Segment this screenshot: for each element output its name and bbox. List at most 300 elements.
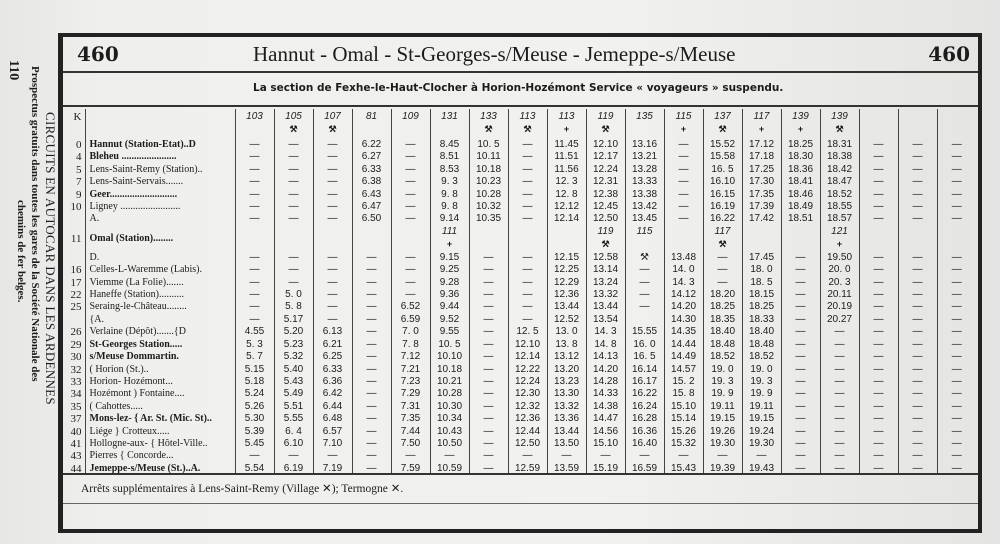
time-cell: 5.24 xyxy=(235,388,274,400)
time-cell: 17.18 xyxy=(742,151,781,163)
time-cell: — xyxy=(274,151,313,163)
time-cell: — xyxy=(508,314,547,326)
time-cell: — xyxy=(352,351,391,363)
train-column-subheader xyxy=(664,226,703,252)
time-cell: 18.57 xyxy=(820,213,859,225)
time-cell: — xyxy=(352,264,391,276)
time-cell: 12.44 xyxy=(508,426,547,438)
train-column-subheader xyxy=(430,226,469,252)
km-header: K xyxy=(73,111,82,123)
time-cell: 15.58 xyxy=(703,151,742,163)
timetable-row xyxy=(63,277,976,289)
time-cell: 15.43 xyxy=(664,463,703,475)
time-cell: — xyxy=(508,201,547,213)
time-cell: — xyxy=(508,264,547,276)
time-cell: 18.33 xyxy=(742,314,781,326)
station-name: Hollogne-aux- { Hôtel-Ville.. xyxy=(85,438,235,450)
time-cell: 16. 5 xyxy=(703,164,742,176)
time-cell: 19.26 xyxy=(703,426,742,438)
time-cell: 18.48 xyxy=(742,339,781,351)
station-name: Verlaine (Dépôt).......{D xyxy=(85,326,235,338)
time-cell: 14.12 xyxy=(664,289,703,301)
time-cell: — xyxy=(898,450,937,462)
train-column-header xyxy=(820,109,859,139)
km-value: 16 xyxy=(70,264,82,277)
hammer-pick-icon: ⚒ xyxy=(601,238,610,249)
time-cell: — xyxy=(898,289,937,301)
time-cell: 6.43 xyxy=(352,189,391,201)
time-cell: 7.23 xyxy=(391,376,430,388)
station-name: Seraing-le-Château........ xyxy=(85,301,235,313)
time-cell: — xyxy=(781,438,820,450)
time-cell: 18.42 xyxy=(820,164,859,176)
time-cell: — xyxy=(898,151,937,163)
time-cell: — xyxy=(313,164,352,176)
time-cell: 18. 5 xyxy=(742,277,781,289)
time-cell: — xyxy=(703,450,742,462)
timetable-row xyxy=(63,388,976,400)
timetable-row xyxy=(63,151,976,163)
train-column-subheader xyxy=(391,226,430,252)
time-cell: — xyxy=(469,314,508,326)
time-cell: — xyxy=(625,301,664,313)
time-cell: — xyxy=(508,277,547,289)
time-cell: 6.47 xyxy=(352,201,391,213)
time-cell: — xyxy=(352,376,391,388)
time-cell: — xyxy=(313,277,352,289)
time-cell: — xyxy=(898,426,937,438)
time-cell: 13.32 xyxy=(586,289,625,301)
time-cell: — xyxy=(937,426,976,438)
time-cell: — xyxy=(508,289,547,301)
time-cell: 18.48 xyxy=(703,339,742,351)
time-cell: 15. 8 xyxy=(664,388,703,400)
km-value: 25 xyxy=(70,301,82,314)
time-cell: 15. 2 xyxy=(664,376,703,388)
station-name: Pierres { Concorde... xyxy=(85,450,235,462)
time-cell: — xyxy=(625,450,664,462)
timetable-row xyxy=(63,252,976,264)
time-cell: — xyxy=(469,301,508,313)
time-cell: 19.24 xyxy=(742,426,781,438)
time-cell: 18.35 xyxy=(703,314,742,326)
table-number-right: 460 xyxy=(928,42,970,66)
time-cell: 10.59 xyxy=(430,463,469,475)
time-cell: 19.30 xyxy=(703,438,742,450)
time-cell: 12.14 xyxy=(547,213,586,225)
time-cell: — xyxy=(781,413,820,425)
time-cell: 13. 0 xyxy=(547,326,586,338)
time-cell: — xyxy=(391,164,430,176)
time-cell: 19.43 xyxy=(742,463,781,475)
time-cell: 8.51 xyxy=(430,151,469,163)
timetable-header xyxy=(63,37,978,73)
time-cell: 11.56 xyxy=(547,164,586,176)
timetable-row xyxy=(63,289,976,301)
time-cell: 14.35 xyxy=(664,326,703,338)
time-cell: 5. 3 xyxy=(235,339,274,351)
time-cell: — xyxy=(859,164,898,176)
service-notice xyxy=(63,73,978,107)
timetable-row xyxy=(63,314,976,326)
time-cell: 14.13 xyxy=(586,351,625,363)
time-cell: 6.27 xyxy=(352,151,391,163)
time-cell: — xyxy=(937,326,976,338)
time-cell: 7.21 xyxy=(391,364,430,376)
time-cell: 10.43 xyxy=(430,426,469,438)
timetable-row xyxy=(63,264,976,276)
time-cell: — xyxy=(274,164,313,176)
station-name: Bleheu ...................... xyxy=(85,151,235,163)
time-cell: 12.30 xyxy=(508,388,547,400)
time-cell: — xyxy=(352,450,391,462)
time-cell: — xyxy=(898,139,937,151)
time-cell: — xyxy=(859,351,898,363)
time-cell: — xyxy=(820,339,859,351)
time-cell: — xyxy=(391,176,430,188)
time-cell: — xyxy=(469,339,508,351)
train-number: 115 xyxy=(675,111,692,122)
time-cell: 13. 8 xyxy=(547,339,586,351)
hammer-pick-icon: ⚒ xyxy=(289,124,298,134)
time-cell: — xyxy=(274,176,313,188)
time-cell: 14.20 xyxy=(586,364,625,376)
time-cell: 13.32 xyxy=(547,401,586,413)
train-column-header xyxy=(469,109,508,139)
train-column-header xyxy=(664,109,703,139)
time-cell: 10. 5 xyxy=(430,339,469,351)
time-cell: 13.45 xyxy=(625,213,664,225)
time-cell: — xyxy=(781,301,820,313)
train-number: 117 xyxy=(753,111,770,122)
time-cell: — xyxy=(937,139,976,151)
train-number: 113 xyxy=(558,111,575,122)
time-cell: 13.44 xyxy=(547,301,586,313)
time-cell: — xyxy=(859,176,898,188)
time-cell: 12.24 xyxy=(508,376,547,388)
time-cell: 16.14 xyxy=(625,364,664,376)
time-cell: 13.23 xyxy=(547,376,586,388)
timetable-grid xyxy=(63,109,976,475)
time-cell: 18.51 xyxy=(781,213,820,225)
time-cell: 18.40 xyxy=(703,326,742,338)
train-number: 119 xyxy=(597,225,614,237)
time-cell: 6.13 xyxy=(313,326,352,338)
time-cell: — xyxy=(352,289,391,301)
time-cell: 18.41 xyxy=(781,176,820,188)
station-name: D. xyxy=(85,252,235,264)
time-cell: — xyxy=(586,450,625,462)
km-value: 41 xyxy=(70,437,82,450)
train-column-header xyxy=(859,109,898,139)
omal-row xyxy=(63,226,976,252)
time-cell: — xyxy=(313,151,352,163)
time-cell: — xyxy=(937,213,976,225)
time-cell: — xyxy=(703,277,742,289)
time-cell: 16. 5 xyxy=(625,351,664,363)
time-cell: 5.39 xyxy=(235,426,274,438)
time-cell: — xyxy=(781,351,820,363)
time-cell: 6.59 xyxy=(391,314,430,326)
time-cell: 14.38 xyxy=(586,401,625,413)
time-cell: — xyxy=(820,401,859,413)
time-cell: — xyxy=(859,301,898,313)
margin-line-1: Prospectus gratuits dans toutes les gares de la Société Nationale des xyxy=(29,66,41,382)
train-number: 139 xyxy=(831,111,848,122)
station-name: Hannut (Station-Etat)..D xyxy=(85,139,235,151)
train-column-subheader xyxy=(703,226,742,252)
time-cell: 5.23 xyxy=(274,339,313,351)
time-cell: 12.10 xyxy=(508,339,547,351)
time-cell: 5. 0 xyxy=(274,289,313,301)
time-cell: — xyxy=(859,189,898,201)
time-cell: — xyxy=(898,301,937,313)
km-value: 9 xyxy=(76,188,82,201)
time-cell: 13.12 xyxy=(547,351,586,363)
time-cell: — xyxy=(781,364,820,376)
time-cell: 7.31 xyxy=(391,401,430,413)
time-cell: 12.29 xyxy=(547,277,586,289)
time-cell: — xyxy=(469,388,508,400)
time-cell: 7.50 xyxy=(391,438,430,450)
timetable-row xyxy=(63,413,976,425)
time-cell: 6.33 xyxy=(352,164,391,176)
station-name: Mons-lez- { Ar. St. (Mic. St).. xyxy=(85,413,235,425)
time-cell: — xyxy=(469,426,508,438)
time-cell: 18.30 xyxy=(781,151,820,163)
time-cell: — xyxy=(781,401,820,413)
time-cell: 5.26 xyxy=(235,401,274,413)
time-cell: 11.45 xyxy=(547,139,586,151)
time-cell: — xyxy=(664,213,703,225)
time-cell: — xyxy=(430,450,469,462)
time-cell: — xyxy=(859,213,898,225)
time-cell: 6.48 xyxy=(313,413,352,425)
station-name: A. xyxy=(85,213,235,225)
timetable-row xyxy=(63,213,976,225)
margin-heading: CIRCUITS EN AUTOCAR DANS LES ARDENNES xyxy=(43,112,58,405)
train-column-subheader xyxy=(352,226,391,252)
time-cell: 6.38 xyxy=(352,176,391,188)
time-cell: 15.52 xyxy=(703,139,742,151)
station-name: Horion- Hozémont... xyxy=(85,376,235,388)
timetable-row xyxy=(63,326,976,338)
time-cell: — xyxy=(625,277,664,289)
time-cell: — xyxy=(781,450,820,462)
time-cell: 14. 3 xyxy=(586,326,625,338)
time-cell: 13.36 xyxy=(547,413,586,425)
time-cell: — xyxy=(859,314,898,326)
time-cell: — xyxy=(820,438,859,450)
time-cell: 15.19 xyxy=(586,463,625,475)
train-column-subheader xyxy=(469,226,508,252)
time-cell: — xyxy=(937,252,976,264)
station-name: Viemme (La Folie)....... xyxy=(85,277,235,289)
time-cell: — xyxy=(664,139,703,151)
time-cell: 12.38 xyxy=(586,189,625,201)
time-cell: 10.11 xyxy=(469,151,508,163)
time-cell: — xyxy=(508,252,547,264)
time-cell: — xyxy=(391,450,430,462)
time-cell: — xyxy=(937,176,976,188)
time-cell: 16. 0 xyxy=(625,339,664,351)
km-value: 32 xyxy=(70,363,82,376)
time-cell: 18. 0 xyxy=(742,264,781,276)
time-cell: 10. 5 xyxy=(469,139,508,151)
time-cell: 16.15 xyxy=(703,189,742,201)
time-cell: 7. 0 xyxy=(391,326,430,338)
time-cell: — xyxy=(469,364,508,376)
time-cell: 10.30 xyxy=(430,401,469,413)
time-cell: 19. 3 xyxy=(742,376,781,388)
time-cell: — xyxy=(898,252,937,264)
time-cell: — xyxy=(859,438,898,450)
hammer-pick-icon: ⚒ xyxy=(328,124,337,134)
time-cell: 9. 8 xyxy=(430,189,469,201)
time-cell: — xyxy=(235,164,274,176)
cross-icon: + xyxy=(680,124,687,134)
time-cell: 19.39 xyxy=(703,463,742,475)
time-cell: — xyxy=(469,252,508,264)
time-cell: 14.33 xyxy=(586,388,625,400)
bottom-rule xyxy=(63,503,978,530)
time-cell: 7.10 xyxy=(313,438,352,450)
time-cell: — xyxy=(859,151,898,163)
hammer-pick-icon: ⚒ xyxy=(718,238,727,249)
train-number: 119 xyxy=(597,111,614,122)
time-cell: 13.33 xyxy=(625,176,664,188)
time-cell: 12.36 xyxy=(547,289,586,301)
time-cell: 7.44 xyxy=(391,426,430,438)
time-cell: 16.22 xyxy=(625,388,664,400)
train-column-header xyxy=(898,109,937,139)
page-number: 110 xyxy=(6,60,21,81)
time-cell: 5.32 xyxy=(274,351,313,363)
time-cell: 10.35 xyxy=(469,213,508,225)
time-cell: — xyxy=(235,213,274,225)
time-cell: 5. 8 xyxy=(274,301,313,313)
time-cell: — xyxy=(859,463,898,475)
station-name: St-Georges Station..... xyxy=(85,339,235,351)
time-cell: — xyxy=(781,463,820,475)
time-cell: 10.18 xyxy=(469,164,508,176)
hammer-pick-icon: ⚒ xyxy=(523,124,532,134)
time-cell: 18.52 xyxy=(820,189,859,201)
time-cell: 5.15 xyxy=(235,364,274,376)
time-cell: 19.50 xyxy=(820,252,859,264)
time-cell: — xyxy=(859,289,898,301)
time-cell: 13.59 xyxy=(547,463,586,475)
time-cell: 6.50 xyxy=(352,213,391,225)
train-number: 135 xyxy=(636,111,653,122)
time-cell: — xyxy=(859,201,898,213)
train-number: 103 xyxy=(246,111,263,122)
time-cell: — xyxy=(508,450,547,462)
time-cell: — xyxy=(469,401,508,413)
time-cell: 14.44 xyxy=(664,339,703,351)
time-cell: — xyxy=(859,364,898,376)
train-column-subheader xyxy=(274,226,313,252)
time-cell: — xyxy=(274,213,313,225)
station-name: Hozémont ) Fontaine.... xyxy=(85,388,235,400)
time-cell: 10.32 xyxy=(469,201,508,213)
time-cell: — xyxy=(898,351,937,363)
time-cell: — xyxy=(352,388,391,400)
time-cell: 18.52 xyxy=(703,351,742,363)
time-cell: 6.36 xyxy=(313,376,352,388)
time-cell: — xyxy=(703,264,742,276)
time-cell: — xyxy=(352,463,391,475)
time-cell: 5.55 xyxy=(274,413,313,425)
cross-icon: + xyxy=(563,124,570,134)
time-cell: 13.50 xyxy=(547,438,586,450)
train-column-subheader xyxy=(742,226,781,252)
time-cell: 15.14 xyxy=(664,413,703,425)
time-cell: — xyxy=(391,252,430,264)
time-cell: — xyxy=(625,264,664,276)
time-cell: 6.10 xyxy=(274,438,313,450)
time-cell: — xyxy=(391,151,430,163)
time-cell: 13.14 xyxy=(586,264,625,276)
time-cell: 10.28 xyxy=(430,388,469,400)
route-title: Hannut - Omal - St-Georges-s/Meuse - Jemeppe-s/Meuse xyxy=(253,42,736,66)
time-cell: 16.24 xyxy=(625,401,664,413)
time-cell: — xyxy=(937,277,976,289)
train-number: 115 xyxy=(636,225,653,237)
time-cell: 15.55 xyxy=(625,326,664,338)
time-cell: 13.28 xyxy=(625,164,664,176)
time-cell: 9.52 xyxy=(430,314,469,326)
time-cell: — xyxy=(235,201,274,213)
time-cell: 17.30 xyxy=(742,176,781,188)
time-cell: 18.38 xyxy=(820,151,859,163)
time-cell: 16.10 xyxy=(703,176,742,188)
station-name: ( Cahottes..... xyxy=(85,401,235,413)
time-cell: 15.26 xyxy=(664,426,703,438)
time-cell: 14.47 xyxy=(586,413,625,425)
time-cell: — xyxy=(820,376,859,388)
train-number: 111 xyxy=(441,225,458,237)
km-value: 10 xyxy=(70,201,82,214)
time-cell: — xyxy=(391,213,430,225)
time-cell: 13.38 xyxy=(625,189,664,201)
time-cell: 19.11 xyxy=(742,401,781,413)
time-cell: 10.34 xyxy=(430,413,469,425)
time-cell: 10.28 xyxy=(469,189,508,201)
time-cell: 13.24 xyxy=(586,277,625,289)
hammer-pick-icon: ⚒ xyxy=(835,124,844,134)
time-cell: — xyxy=(352,401,391,413)
time-cell: — xyxy=(898,264,937,276)
time-cell: 16.36 xyxy=(625,426,664,438)
time-cell: — xyxy=(937,450,976,462)
time-cell: 15.10 xyxy=(664,401,703,413)
time-cell: 17.12 xyxy=(742,139,781,151)
time-cell: 18.52 xyxy=(742,351,781,363)
time-cell: 18.49 xyxy=(781,201,820,213)
time-cell: — xyxy=(274,139,313,151)
timetable-frame xyxy=(58,33,982,533)
time-cell: 5. 7 xyxy=(235,351,274,363)
train-column-header xyxy=(391,109,430,139)
time-cell: — xyxy=(859,426,898,438)
timetable-row xyxy=(63,364,976,376)
time-cell: — xyxy=(781,314,820,326)
station-name: s/Meuse Dommartin. xyxy=(85,351,235,363)
time-cell: 14. 8 xyxy=(586,339,625,351)
time-cell: 5.43 xyxy=(274,376,313,388)
time-cell: 6.57 xyxy=(313,426,352,438)
